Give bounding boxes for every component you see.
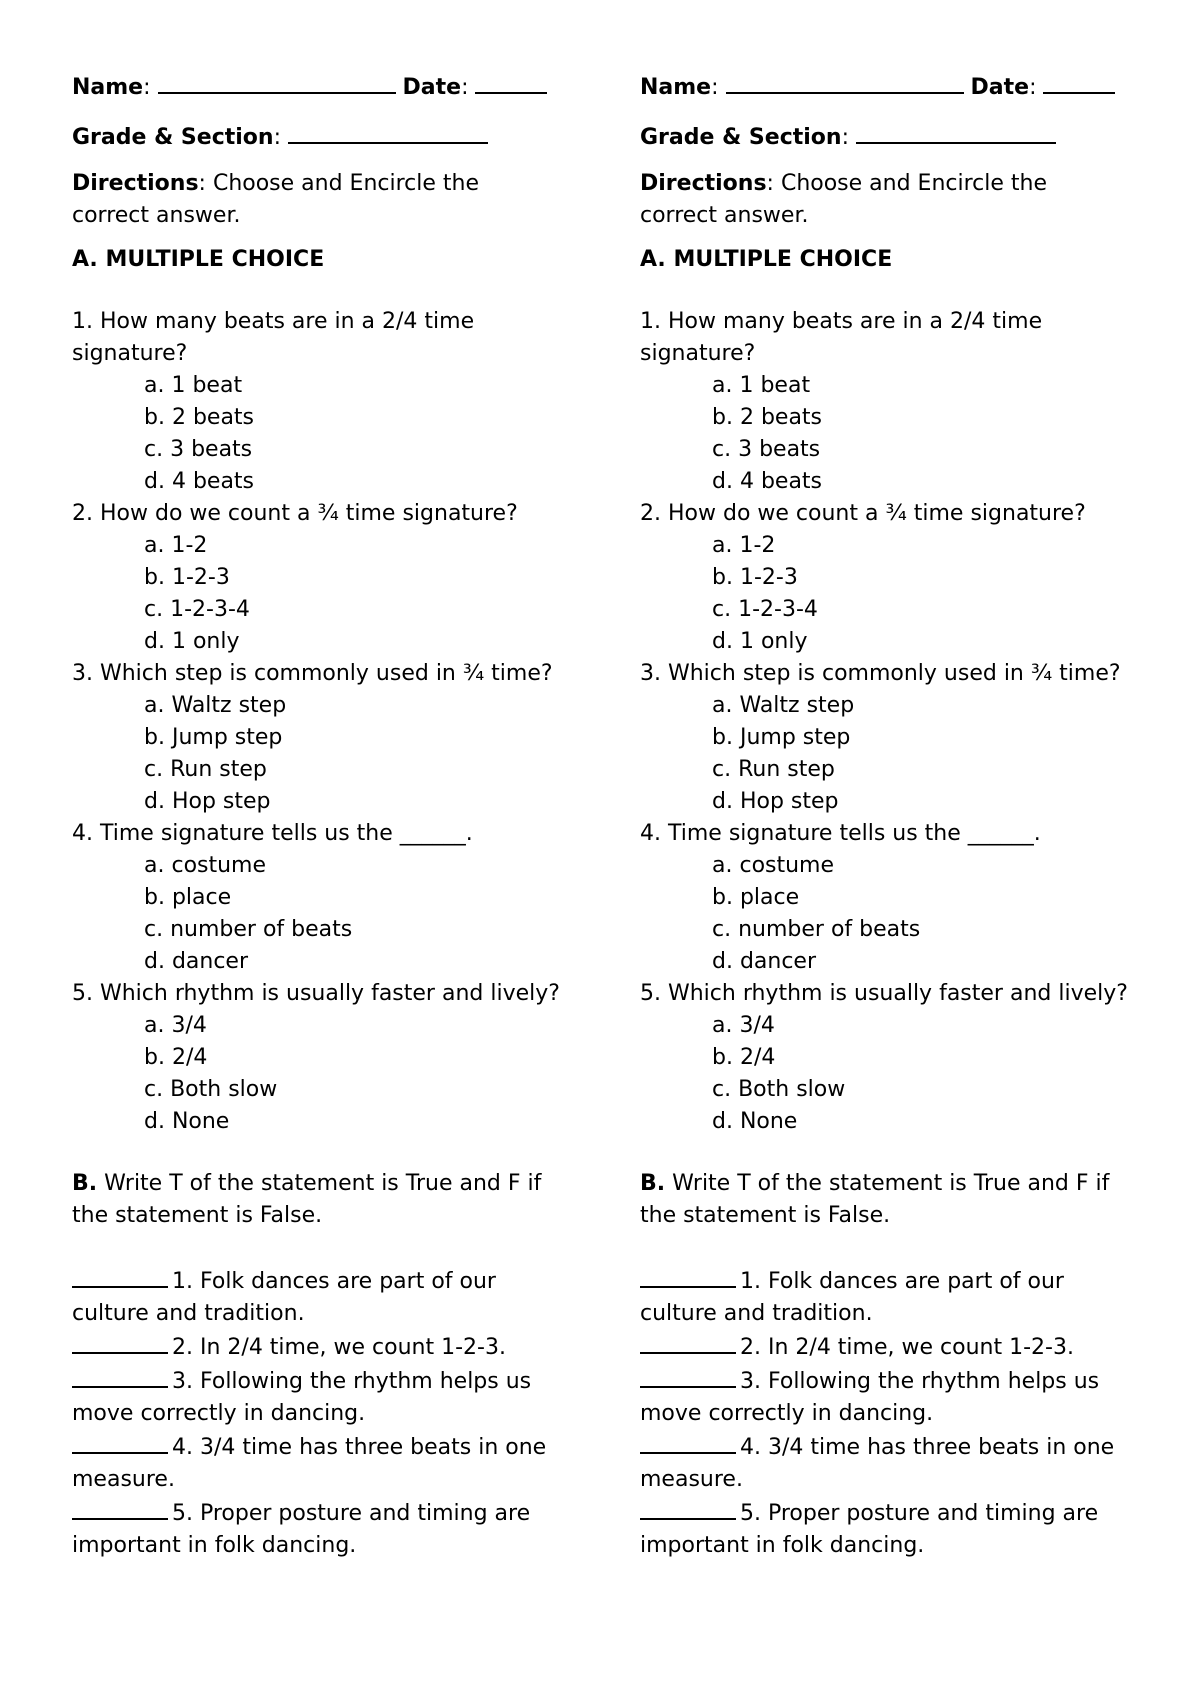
option-5a[interactable]: a. 3/4: [144, 1013, 207, 1038]
tf-answer-blank[interactable]: [640, 1496, 736, 1520]
option-4d[interactable]: d. dancer: [144, 949, 249, 974]
tf-item-3: [72, 1364, 562, 1430]
tf-item-4: [72, 1430, 562, 1496]
option-2a[interactable]: a. 1-2: [144, 533, 208, 558]
option-5c[interactable]: c. Both slow: [144, 1077, 278, 1102]
tf-answer-blank[interactable]: [72, 1364, 168, 1388]
tf-statement: 3. Following the rhythm helps us move correctly in dancing.: [640, 1369, 1100, 1426]
date-label: Date: [402, 75, 462, 100]
option-3d[interactable]: d. Hop step: [712, 789, 839, 814]
tf-statement: 3. Following the rhythm helps us move correctly in dancing.: [72, 1369, 532, 1426]
grade-blank[interactable]: [288, 120, 488, 144]
option-1d[interactable]: d. 4 beats: [144, 469, 255, 494]
option-3a[interactable]: a. Waltz step: [712, 693, 855, 718]
name-label: Name: [72, 75, 144, 100]
option-3b[interactable]: b. Jump step: [712, 725, 851, 750]
tf-item-2: [640, 1330, 1130, 1364]
section-b-instructions: [72, 1168, 562, 1232]
tf-item-3: [640, 1364, 1130, 1430]
date-blank[interactable]: [475, 70, 547, 94]
grade-blank[interactable]: [856, 120, 1056, 144]
tf-answer-blank[interactable]: [72, 1430, 168, 1454]
tf-item-5: [72, 1496, 562, 1562]
name-date-row: Name: Date:: [640, 70, 1130, 104]
question-1: 1. How many beats are in a 2/4 time signature?: [640, 309, 1043, 366]
date-blank[interactable]: [1043, 70, 1115, 94]
date-label: Date: [970, 75, 1030, 100]
option-4a[interactable]: a. costume: [144, 853, 267, 878]
option-5b[interactable]: b. 2/4: [712, 1045, 776, 1070]
name-blank[interactable]: [158, 70, 396, 94]
option-4b[interactable]: b. place: [144, 885, 232, 910]
question-5: 5. Which rhythm is usually faster and lively?: [640, 981, 1128, 1006]
question-3: 3. Which step is commonly used in ¾ time?: [72, 661, 553, 686]
section-b-label: B.: [640, 1171, 666, 1196]
option-2d[interactable]: d. 1 only: [712, 629, 808, 654]
worksheet-left: [72, 70, 562, 1562]
directions-label: Directions: [640, 171, 767, 196]
option-5d[interactable]: d. None: [144, 1109, 230, 1134]
tf-statement: 1. Folk dances are part of our culture and tradition.: [72, 1269, 496, 1326]
section-b-text: Write T of the statement is True and F if the statement is False.: [640, 1171, 1110, 1228]
option-3c[interactable]: c. Run step: [144, 757, 267, 782]
tf-answer-blank[interactable]: [640, 1264, 736, 1288]
tf-statement: 4. 3/4 time has three beats in one measure.: [640, 1435, 1115, 1492]
option-3d[interactable]: d. Hop step: [144, 789, 271, 814]
question-2: 2. How do we count a ¾ time signature?: [640, 501, 1086, 526]
name-date-row: Name: Date:: [72, 70, 562, 104]
option-2d[interactable]: d. 1 only: [144, 629, 240, 654]
section-b-instructions: [640, 1168, 1130, 1232]
question-4: 4. Time signature tells us the ______.: [640, 821, 1041, 846]
tf-statement: 2. In 2/4 time, we count 1-2-3.: [740, 1335, 1074, 1360]
grade-label: Grade & Section: [640, 125, 842, 150]
tf-item-2: [72, 1330, 562, 1364]
option-3c[interactable]: c. Run step: [712, 757, 835, 782]
option-4c[interactable]: c. number of beats: [712, 917, 921, 942]
tf-statement: 5. Proper posture and timing are important in folk dancing.: [640, 1501, 1099, 1558]
tf-item-5: [640, 1496, 1130, 1562]
tf-statement: 1. Folk dances are part of our culture and tradition.: [640, 1269, 1064, 1326]
option-2c[interactable]: c. 1-2-3-4: [144, 597, 250, 622]
option-5a[interactable]: a. 3/4: [712, 1013, 775, 1038]
section-b-text: Write T of the statement is True and F if the statement is False.: [72, 1171, 542, 1228]
option-1b[interactable]: b. 2 beats: [712, 405, 823, 430]
name-label: Name: [640, 75, 712, 100]
tf-statement: 4. 3/4 time has three beats in one measure.: [72, 1435, 547, 1492]
option-2a[interactable]: a. 1-2: [712, 533, 776, 558]
directions-text: : Choose and Encircle the correct answer.: [640, 171, 1048, 228]
section-a-title: A. MULTIPLE CHOICE: [72, 247, 325, 272]
grade-label: Grade & Section: [72, 125, 274, 150]
tf-answer-blank[interactable]: [72, 1264, 168, 1288]
worksheet-right: [640, 70, 1130, 1562]
question-1: 1. How many beats are in a 2/4 time signature?: [72, 309, 475, 366]
option-1a[interactable]: a. 1 beat: [144, 373, 243, 398]
name-blank[interactable]: [726, 70, 964, 94]
tf-statement: 2. In 2/4 time, we count 1-2-3.: [172, 1335, 506, 1360]
question-4: 4. Time signature tells us the ______.: [72, 821, 473, 846]
directions: [72, 168, 562, 232]
option-1d[interactable]: d. 4 beats: [712, 469, 823, 494]
question-2: 2. How do we count a ¾ time signature?: [72, 501, 518, 526]
option-4d[interactable]: d. dancer: [712, 949, 817, 974]
directions-label: Directions: [72, 171, 199, 196]
directions: [640, 168, 1130, 232]
option-3a[interactable]: a. Waltz step: [144, 693, 287, 718]
tf-answer-blank[interactable]: [640, 1364, 736, 1388]
option-1c[interactable]: c. 3 beats: [144, 437, 253, 462]
tf-statement: 5. Proper posture and timing are important in folk dancing.: [72, 1501, 531, 1558]
directions-text: : Choose and Encircle the correct answer.: [72, 171, 480, 228]
option-2b[interactable]: b. 1-2-3: [144, 565, 230, 590]
option-3b[interactable]: b. Jump step: [144, 725, 283, 750]
tf-item-1: [640, 1264, 1130, 1330]
tf-item-1: [72, 1264, 562, 1330]
option-1c[interactable]: c. 3 beats: [712, 437, 821, 462]
tf-item-4: [640, 1430, 1130, 1496]
option-2b[interactable]: b. 1-2-3: [712, 565, 798, 590]
option-4a[interactable]: a. costume: [712, 853, 835, 878]
option-4b[interactable]: b. place: [712, 885, 800, 910]
tf-answer-blank[interactable]: [640, 1330, 736, 1354]
option-1b[interactable]: b. 2 beats: [144, 405, 255, 430]
option-5d[interactable]: d. None: [712, 1109, 798, 1134]
tf-answer-blank[interactable]: [72, 1496, 168, 1520]
tf-answer-blank[interactable]: [640, 1430, 736, 1454]
section-a-title: A. MULTIPLE CHOICE: [640, 247, 893, 272]
question-3: 3. Which step is commonly used in ¾ time?: [640, 661, 1121, 686]
grade-row: Grade & Section:: [640, 120, 1130, 154]
question-5: 5. Which rhythm is usually faster and lively?: [72, 981, 560, 1006]
grade-row: Grade & Section:: [72, 120, 562, 154]
option-5b[interactable]: b. 2/4: [144, 1045, 208, 1070]
section-b-label: B.: [72, 1171, 98, 1196]
tf-answer-blank[interactable]: [72, 1330, 168, 1354]
option-2c[interactable]: c. 1-2-3-4: [712, 597, 818, 622]
option-5c[interactable]: c. Both slow: [712, 1077, 846, 1102]
option-4c[interactable]: c. number of beats: [144, 917, 353, 942]
option-1a[interactable]: a. 1 beat: [712, 373, 811, 398]
